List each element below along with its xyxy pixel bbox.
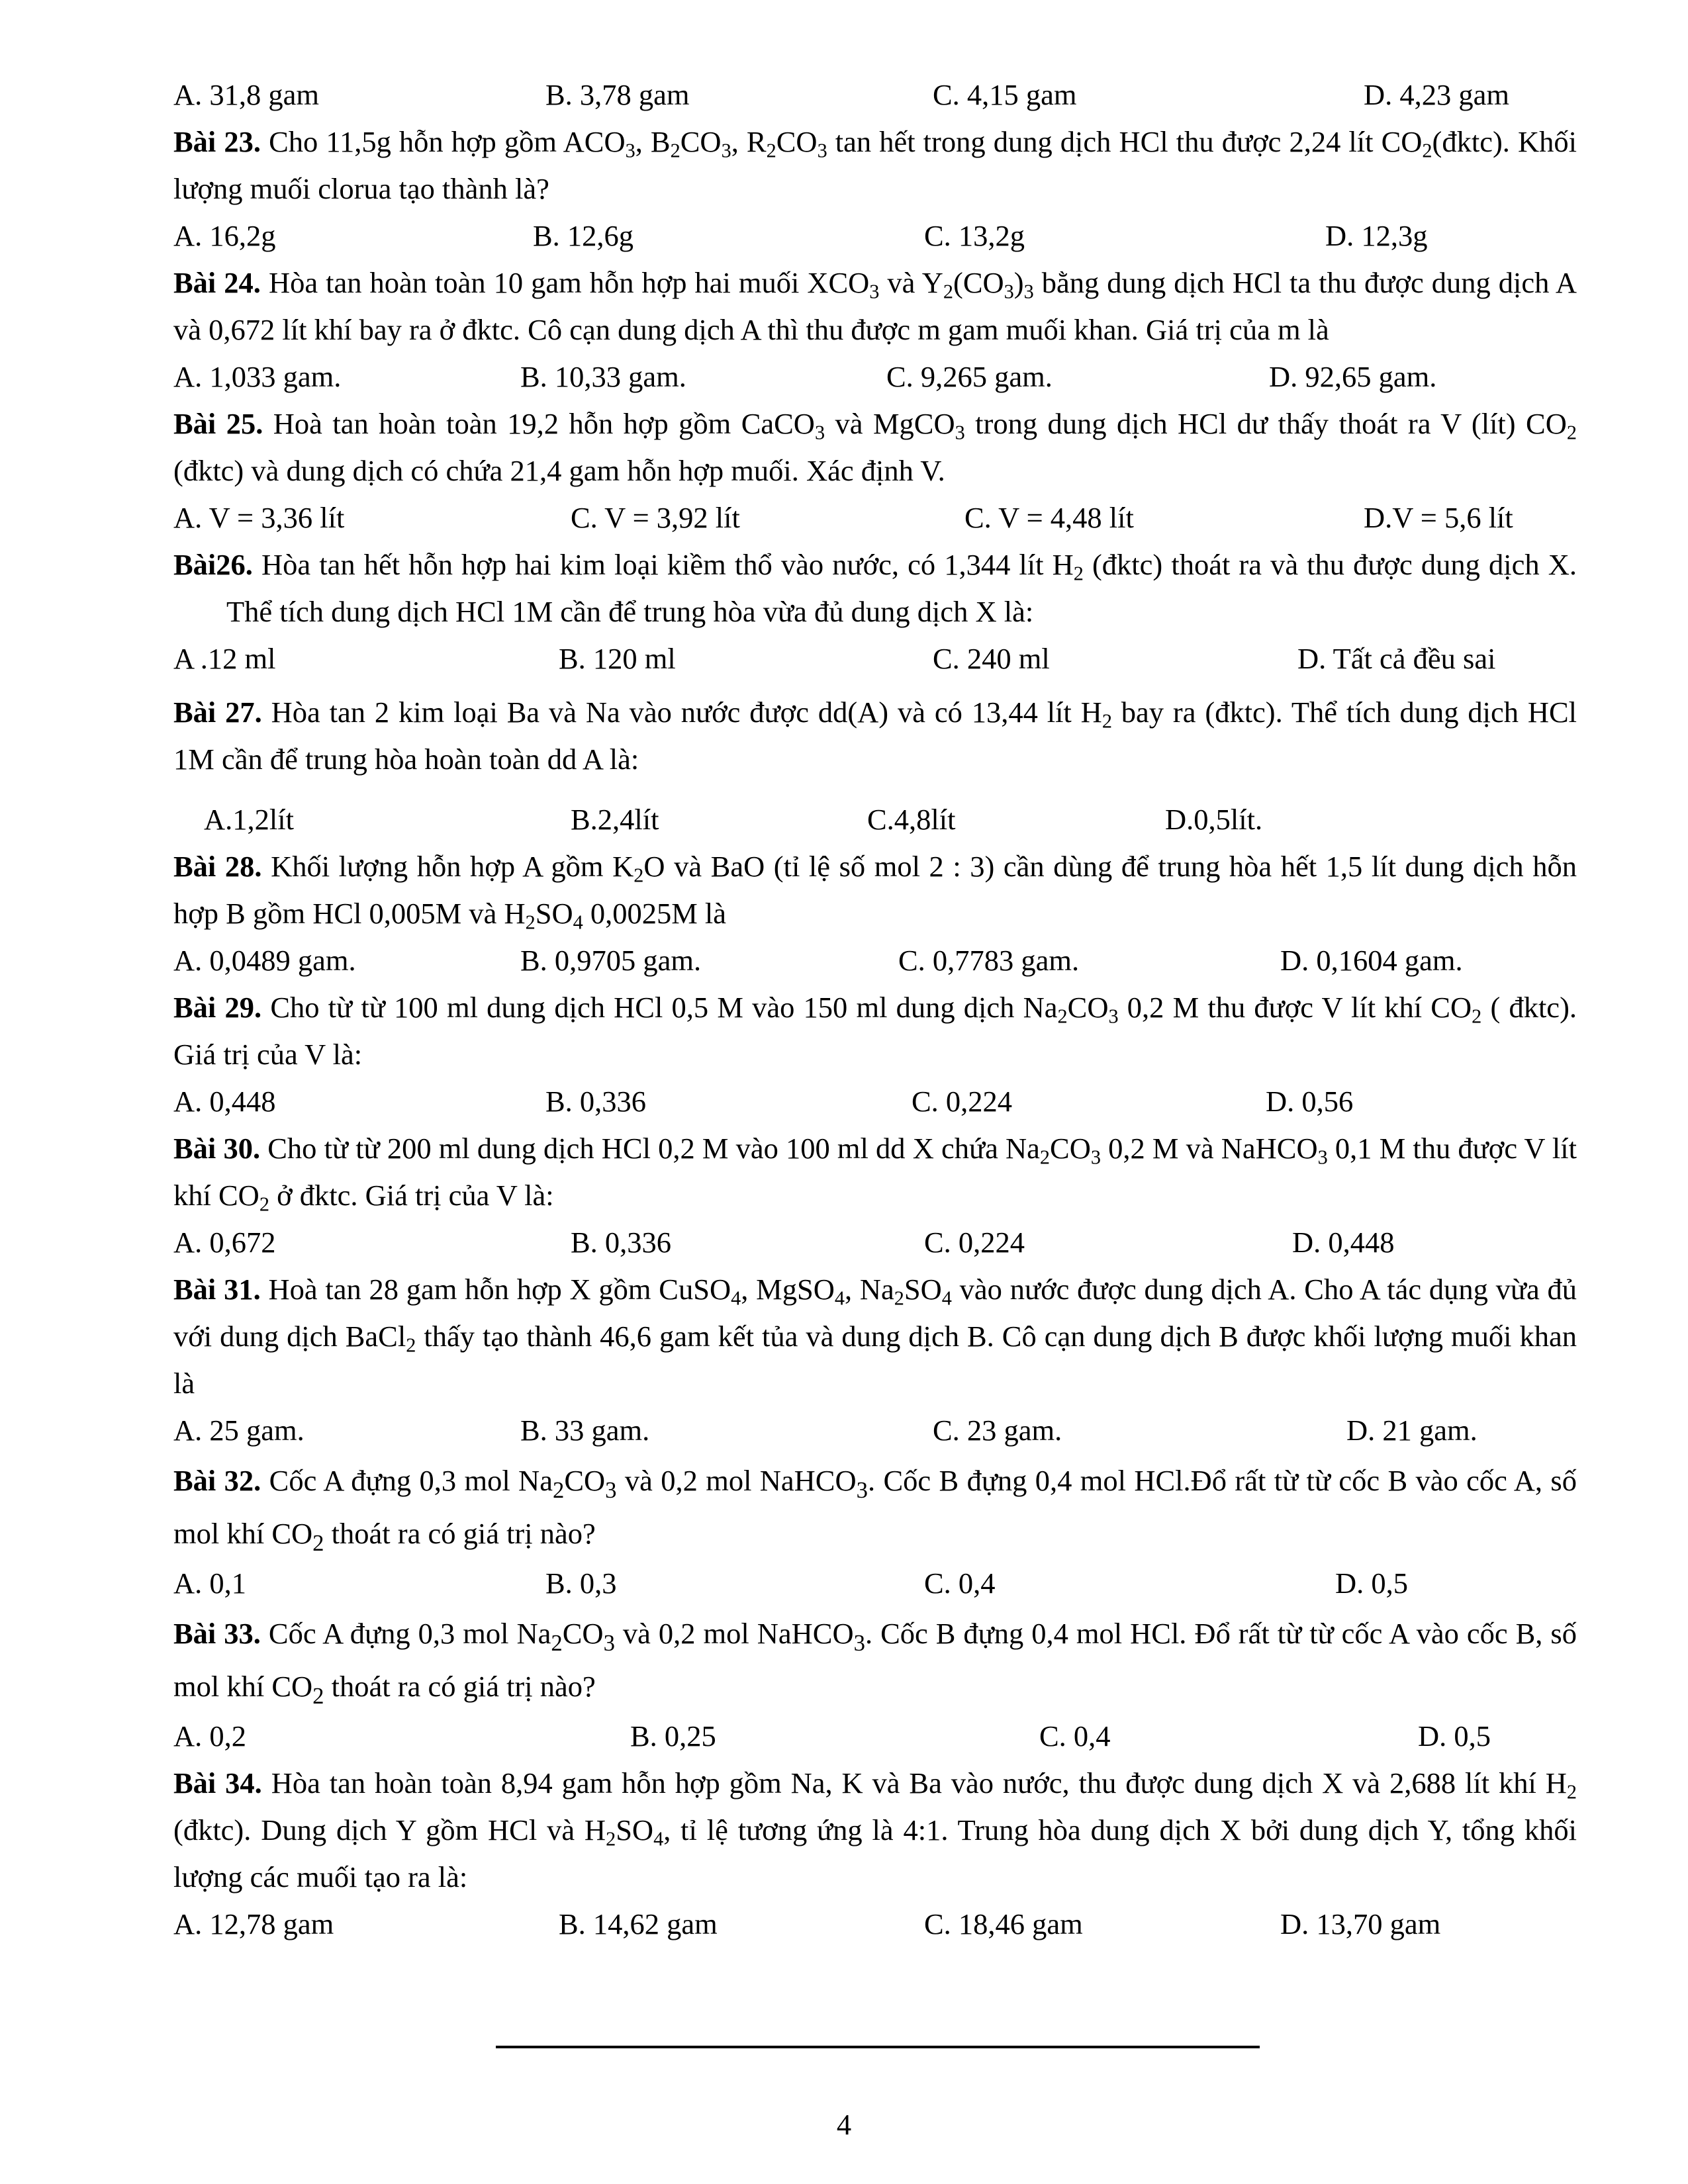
option-b: B. 0,336 bbox=[571, 1226, 672, 1259]
question-28: Bài 28. Khối lượng hỗn hợp A gồm $K_2O$ và BaO (tỉ lệ số mol 2 : 3) cần dùng để trung hòa hết 1,5 lít dung dịch hỗn hợp B gồm HCl 0,005M và $H_2SO_4$ 0,0025M là bbox=[173, 850, 1577, 934]
option-a: A. 0,672 bbox=[173, 1226, 276, 1259]
options-q22 bbox=[173, 71, 1577, 118]
option-b: B. 0,336 bbox=[545, 1085, 647, 1118]
option-a: A. 16,2g bbox=[173, 219, 276, 252]
question-label: Bài 33. bbox=[173, 1617, 261, 1650]
question-32: Bài 32. Cốc A đựng 0,3 mol $Na_2CO_3$ và 0,2 mol NaHCO$_3$. Cốc B đựng 0,4 mol HCl.Đổ rất từ từ cốc B vào cốc A, số mol khí $CO_2$ thoát ra có giá trị nào? bbox=[173, 1464, 1577, 1557]
option-a: A.1,2lít bbox=[204, 803, 294, 836]
question-23: Bài 23. Cho 11,5g hỗn hợp gồm $ACO_3$, $B_2CO_3$, $R_2CO_3$ tan hết trong dung dịch HCl thu được 2,24 lít $CO_2(đktc)$. Khối lượng muối clorua tạo thành là? bbox=[173, 125, 1577, 205]
question-34: Bài 34. Hòa tan hoàn toàn 8,94 gam hỗn hợp gồm Na, K và Ba vào nước, thu được dung dịch X và 2,688 lít khí $H_2$ (đktc). Dung dịch Y gồm HCl và $H_2SO_4$, tỉ lệ tương ứng là 4:1. Trung hòa dung dịch X bởi dung dịch Y, tổng khối lượng các muối tạo ra là: bbox=[173, 1766, 1577, 1893]
option-c: C. V = 4,48 lít bbox=[964, 501, 1134, 534]
option-c: C. 0,224 bbox=[924, 1226, 1025, 1259]
question-label: Bài 32. bbox=[173, 1464, 261, 1497]
options-q25 bbox=[173, 494, 1577, 541]
options-q27 bbox=[173, 796, 1577, 843]
question-26: Bài26. Hòa tan hết hỗn hợp hai kim loại kiềm thổ vào nước, có 1,344 lít $H_2$ (đktc) thoát ra và thu được dung dịch X. Thể tích dung dịch HCl 1M cần để trung hòa vừa đủ dung dịch X là: bbox=[173, 548, 1577, 628]
option-d: D. 13,70 gam bbox=[1280, 1907, 1441, 1940]
options-q31 bbox=[173, 1407, 1577, 1454]
option-d: D. 92,65 gam. bbox=[1269, 360, 1437, 393]
question-label: Bài 31. bbox=[173, 1273, 261, 1306]
option-c: C. 0,4 bbox=[1039, 1719, 1111, 1752]
option-b: B. 0,3 bbox=[545, 1567, 617, 1600]
option-a: A. 1,033 gam. bbox=[173, 360, 342, 393]
question-label: Bài 28. bbox=[173, 850, 262, 883]
option-a: A. 0,0489 gam. bbox=[173, 944, 356, 977]
option-c: C. 0,4 bbox=[924, 1567, 996, 1600]
option-a: A. 12,78 gam bbox=[173, 1907, 334, 1940]
question-label: Bài 24. bbox=[173, 266, 261, 299]
options-q26 bbox=[173, 635, 1577, 682]
option-c: C. 9,265 gam. bbox=[886, 360, 1053, 393]
question-label: Bài 34. bbox=[173, 1766, 262, 1799]
option-c: C. 18,46 gam bbox=[924, 1907, 1083, 1940]
option-b: B. 12,6g bbox=[533, 219, 634, 252]
options-q29 bbox=[173, 1078, 1577, 1125]
option-d: D. 0,5 bbox=[1418, 1719, 1491, 1752]
question-label: Bài 23. bbox=[173, 125, 261, 158]
question-label: Bài 25. bbox=[173, 407, 263, 440]
document-page bbox=[173, 71, 1577, 1948]
option-a: A. V = 3,36 lít bbox=[173, 501, 345, 534]
option-c: C. 240 ml bbox=[933, 642, 1050, 675]
option-a: A. 0,2 bbox=[173, 1719, 247, 1752]
question-31: Bài 31. Hoà tan 28 gam hỗn hợp X gồm CuSO$_4$, MgSO$_4$, $Na_2SO_4$ vào nước được dung dịch A. Cho A tác dụng vừa đủ với dung dịch BaCl$_2$ thấy tạo thành 46,6 gam kết tủa và dung dịch B. Cô cạn dung dịch B được khối lượng muối khan là bbox=[173, 1273, 1577, 1400]
option-c: C. 23 gam. bbox=[933, 1414, 1062, 1447]
question-33: Bài 33. Cốc A đựng 0,3 mol $Na_2CO_3$ và 0,2 mol NaHCO$_3$. Cốc B đựng 0,4 mol HCl. Đổ rất từ từ cốc A vào cốc B, số mol khí $CO_2$ thoát ra có giá trị nào? bbox=[173, 1617, 1577, 1709]
options-q30 bbox=[173, 1219, 1577, 1266]
option-c: C. 13,2g bbox=[924, 219, 1025, 252]
option-b: B. 0,25 bbox=[630, 1719, 716, 1752]
question-label: Bài 29. bbox=[173, 991, 262, 1024]
question-30: Bài 30. Cho từ từ 200 ml dung dịch HCl 0,2 M vào 100 ml dd X chứa $Na_2CO_3$ 0,2 M và NaHCO$_3$ 0,1 M thu được V lít khí $CO_2$ ở đktc. Giá trị của V là: bbox=[173, 1132, 1577, 1216]
option-a: A. 0,448 bbox=[173, 1085, 276, 1118]
option-d: D. 4,23 gam bbox=[1364, 78, 1510, 111]
question-29: Bài 29. Cho từ từ 100 ml dung dịch HCl 0,5 M vào 150 ml dung dịch $Na_2CO_3$ 0,2 M thu được V lít khí $CO_2$ ( đktc). Giá trị của V là: bbox=[173, 991, 1577, 1071]
option-a: A. 31,8 gam bbox=[173, 78, 320, 111]
option-a: A. 0,1 bbox=[173, 1567, 247, 1600]
options-q34 bbox=[173, 1901, 1577, 1948]
option-c: C. 4,15 gam bbox=[933, 78, 1077, 111]
question-label: Bài 30. bbox=[173, 1132, 261, 1165]
option-a: A .12 ml bbox=[173, 642, 276, 675]
question-24: Bài 24. Hòa tan hoàn toàn 10 gam hỗn hợp hai muối $XCO_3$ và $Y_2(CO_3)_3$ bằng dung dịch HCl ta thu được dung dịch A và 0,672 lít khí bay ra ở đktc. Cô cạn dung dịch A thì thu được m gam muối khan. Giá trị của m là bbox=[173, 266, 1577, 346]
option-d: D. 0,1604 gam. bbox=[1280, 944, 1463, 977]
option-d: D. Tất cả đều sai bbox=[1297, 642, 1496, 675]
option-b: B. 14,62 gam bbox=[559, 1907, 718, 1940]
option-c: C. 0,7783 gam. bbox=[898, 944, 1080, 977]
option-d: D. 12,3g bbox=[1325, 219, 1428, 252]
option-b: B. 0,9705 gam. bbox=[520, 944, 702, 977]
question-label: Bài26. bbox=[173, 548, 253, 581]
option-b: B. 10,33 gam. bbox=[520, 360, 686, 393]
option-d: D. 0,448 bbox=[1292, 1226, 1395, 1259]
option-b: B. 33 gam. bbox=[520, 1414, 650, 1447]
option-d: D. 21 gam. bbox=[1346, 1414, 1477, 1447]
question-25: Bài 25. Hoà tan hoàn toàn 19,2 hỗn hợp gồm CaCO$_3$ và MgCO$_3$ trong dung dịch HCl dư thấy thoát ra V (lít) $CO_2$ (đktc) và dung dịch có chứa 21,4 gam hỗn hợp muối. Xác định V. bbox=[173, 407, 1577, 487]
option-d: D. 0,56 bbox=[1266, 1085, 1354, 1118]
option-c: C.4,8lít bbox=[867, 803, 956, 836]
option-b: C. V = 3,92 lít bbox=[571, 501, 740, 534]
option-b: B. 3,78 gam bbox=[545, 78, 690, 111]
footer-divider bbox=[496, 2046, 1260, 2048]
option-d: D.V = 5,6 lít bbox=[1364, 501, 1513, 534]
options-q23 bbox=[173, 212, 1577, 259]
options-q24 bbox=[173, 353, 1577, 400]
option-d: D. 0,5 bbox=[1335, 1567, 1409, 1600]
question-label: Bài 27. bbox=[173, 696, 262, 729]
page-number: 4 bbox=[836, 2108, 852, 2141]
option-b: B. 120 ml bbox=[559, 642, 676, 675]
option-d: D.0,5lít. bbox=[1165, 803, 1263, 836]
question-27: Bài 27. Hòa tan 2 kim loại Ba và Na vào nước được dd(A) và có 13,44 lít $H_2$ bay ra (đktc). Thể tích dung dịch HCl 1M cần để trung hòa hoàn toàn dd A là: bbox=[173, 696, 1577, 776]
option-c: C. 0,224 bbox=[912, 1085, 1013, 1118]
options-q28 bbox=[173, 937, 1577, 984]
option-b: B.2,4lít bbox=[571, 803, 659, 836]
options-q32 bbox=[173, 1560, 1577, 1607]
options-q33 bbox=[173, 1713, 1577, 1760]
option-a: A. 25 gam. bbox=[173, 1414, 305, 1447]
